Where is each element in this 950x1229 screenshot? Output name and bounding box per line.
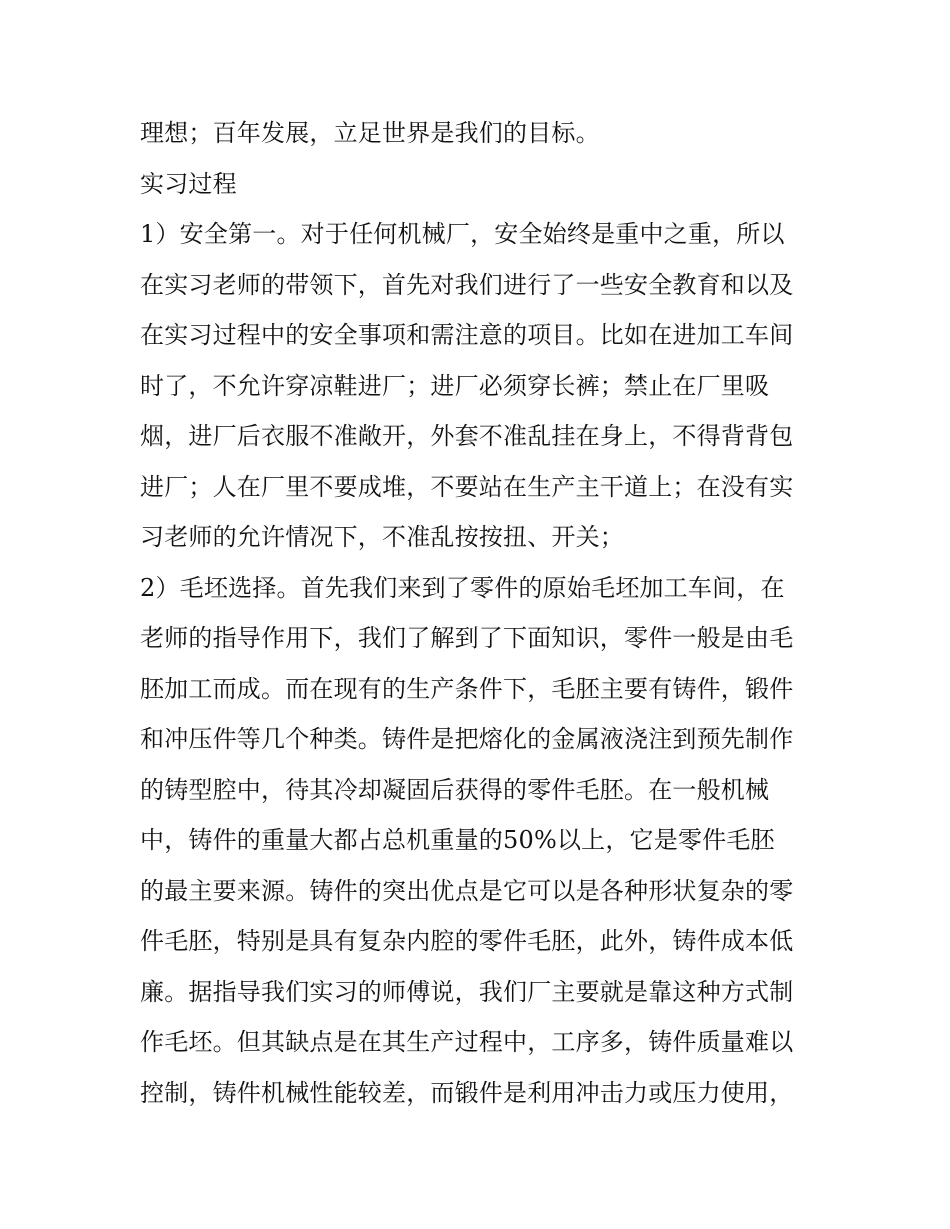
text-line: 进厂；人在厂里不要成堆，不要站在生产主干道上；在没有实 — [140, 472, 794, 501]
text-line: 在实习老师的带领下，首先对我们进行了一些安全教育和以及 — [140, 270, 794, 299]
text-line: 理想；百年发展，立足世界是我们的目标。 — [140, 119, 600, 147]
text-line: 作毛坯。但其缺点是在其生产过程中，工序多，铸件质量难以 — [140, 1028, 794, 1056]
body-text — [140, 108, 820, 1118]
text-line: 中，铸件的重量大都占总机重量的50%以上，它是零件毛胚 — [140, 826, 775, 854]
section-heading: 实习过程 — [140, 169, 237, 198]
text-line: 的铸型腔中，待其冷却凝固后获得的零件毛胚。在一般机械 — [140, 775, 770, 804]
text-line: 和冲压件等几个种类。铸件是把熔化的金属液浇注到预先制作 — [140, 725, 794, 753]
text-line: 2）毛坯选择。首先我们来到了零件的原始毛坯加工车间，在 — [140, 573, 785, 602]
text-line: 的最主要来源。铸件的突出优点是它可以是各种形状复杂的零 — [140, 876, 794, 905]
text-line: 廉。据指导我们实习的师傅说，我们厂主要就是靠这种方式制 — [140, 977, 794, 1006]
text-line: 老师的指导作用下，我们了解到了下面知识，零件一般是由毛 — [140, 624, 794, 652]
text-line: 在实习过程中的安全事项和需注意的项目。比如在进加工车间 — [140, 321, 794, 349]
text-line: 胚加工而成。而在现有的生产条件下，毛胚主要有铸件，锻件 — [140, 674, 794, 703]
text-line: 控制，铸件机械性能较差，而锻件是利用冲击力或压力使用， — [140, 1078, 794, 1107]
text-line: 1）安全第一。对于任何机械厂，安全始终是重中之重，所以 — [140, 220, 785, 248]
text-line: 时了，不允许穿凉鞋进厂；进厂必须穿长裤；禁止在厂里吸 — [140, 371, 770, 400]
text-line: 烟，进厂后衣服不准敞开，外套不准乱挂在身上，不得背背包 — [140, 422, 794, 450]
text-line: 习老师的允许情况下，不准乱按按扭、开关； — [140, 523, 624, 551]
text-line: 件毛胚，特别是具有复杂内腔的零件毛胚，此外，铸件成本低 — [140, 927, 794, 955]
